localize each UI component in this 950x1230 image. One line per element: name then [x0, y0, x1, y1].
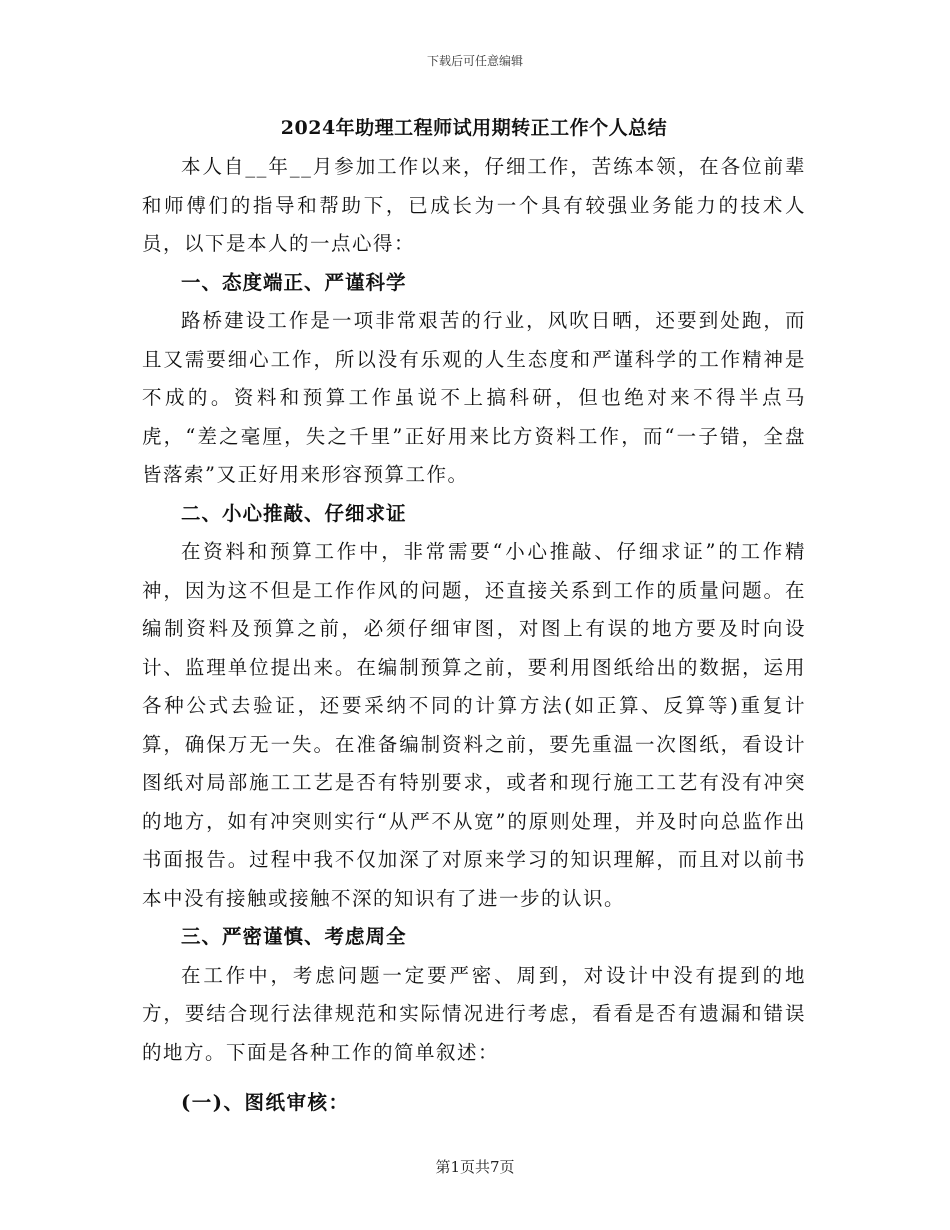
section-3-heading: 三、严密谨慎、考虑周全 [181, 925, 407, 948]
subsection-1-heading: (一)、图纸审核： [181, 1091, 350, 1114]
document-title: 2024年助理工程师试用期转正工作个人总结 [280, 117, 668, 139]
section-1-paragraph: 路桥建设工作是一项非常艰苦的行业，风吹日晒，还要到处跑，而且又需要细心工作，所以没有乐观的人生态度和严谨科学的工作精神是不成的。资料和预算工作虽说不上搞科研，但也绝对来不得半点马虎，“差之毫厘，失之千里”正好用来比方资料工作，而“一子错，全盘皆落索”又正好用来形容预算工作。 [142, 309, 806, 486]
page-footer: 第1页共7页 [435, 1158, 515, 1176]
document-body [142, 108, 806, 1123]
section-2-heading: 二、小心推敲、仔细求证 [181, 501, 407, 525]
section-3-paragraph: 在工作中，考虑问题一定要严密、周到，对设计中没有提到的地方，要结合现行法律规范和实际情况进行考虑，看看是否有遗漏和错误的地方。下面是各种工作的简单叙述： [142, 963, 806, 1064]
section-2-paragraph: 在资料和预算工作中，非常需要“小心推敲、仔细求证”的工作精神，因为这不但是工作作风的问题，还直接关系到工作的质量问题。在编制资料及预算之前，必须仔细审图，对图上有误的地方要及时向设计、监理单位提出来。在编制预算之前，要利用图纸给出的数据，运用各种公式去验证，还要采纳不同的计算方法(如正算、反算等)重复计算，确保万无一失。在准备编制资料之前，要先重温一次图纸，看设计图纸对局部施工工艺是否有特别要求，或者和现行施工工艺有没有冲突的地方，如有冲突则实行“从严不从宽”的原则处理，并及时向总监作出书面报告。过程中我不仅加深了对原来学习的知识理解，而且对以前书本中没有接触或接触不深的知识有了进一步的认识。 [142, 540, 806, 910]
page-header: 下载后可任意编辑 [426, 54, 523, 68]
intro-paragraph: 本人自__年__月参加工作以来，仔细工作，苦练本领，在各位前辈和师傅们的指导和帮助下，已成长为一个具有较强业务能力的技术人员，以下是本人的一点心得： [142, 155, 806, 255]
section-1-heading: 一、态度端正、严谨科学 [181, 270, 407, 294]
